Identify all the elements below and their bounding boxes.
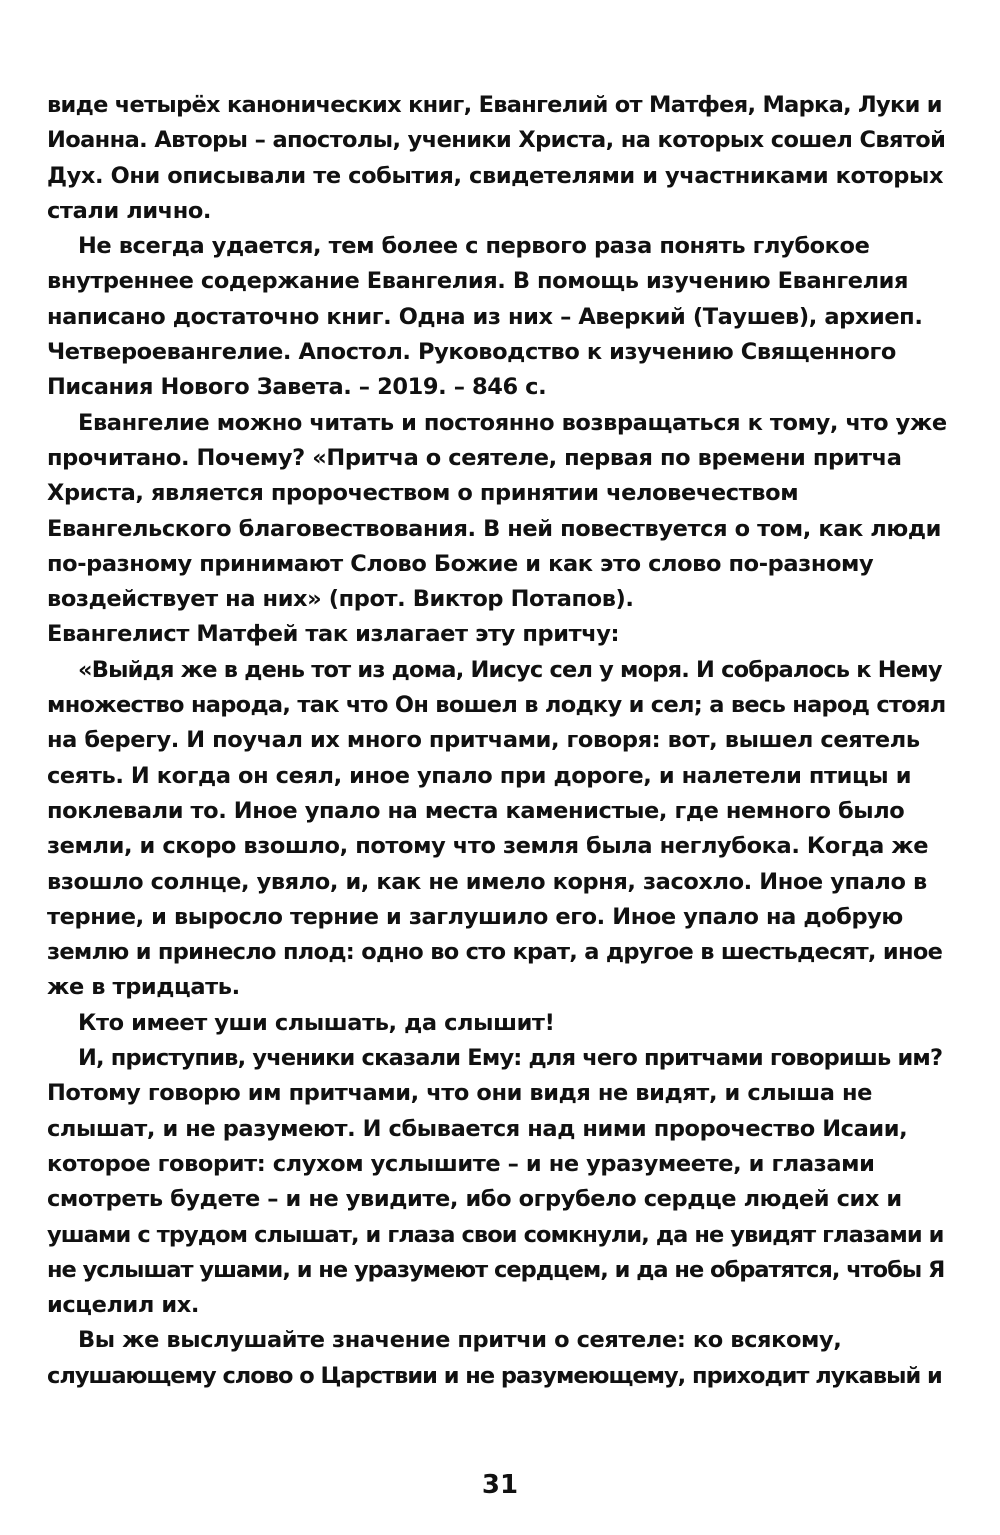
text-line: не услышат ушами, и не уразумеют сердцем, и да не обратятся, чтобы Я xyxy=(47,1256,945,1283)
text-line: прочитано. Почему? «Притча о сеятеле, первая по времени притча xyxy=(47,444,902,471)
text-line: слышат, и не разумеют. И сбывается над ними пророчество Исаии, xyxy=(47,1115,908,1142)
text-line: поклевали то. Иное упало на места каменистые, где немного было xyxy=(47,797,905,824)
text-line: землю и принесло плод: одно во сто крат, а другое в шестьдесят, иное xyxy=(47,939,943,966)
text-line: же в тридцать. xyxy=(47,974,240,1001)
text-line: ушами с трудом слышат, и глаза свои сомкнули, да не увидят глазами и xyxy=(47,1221,944,1248)
text-line: Иоанна. Авторы – апостолы, ученики Христа, на которых сошел Святой xyxy=(47,127,946,154)
text-line: Потому говорю им притчами, что они видя не видят, и слыша не xyxy=(47,1080,873,1107)
text-line: И, приступив, ученики сказали Ему: для чего притчами говоришь им? xyxy=(78,1045,943,1072)
text-line: Евангельского благовествования. В ней повествуется о том, как люди xyxy=(47,515,941,542)
text-line: исцелил их. xyxy=(47,1292,200,1319)
page-number: 31 xyxy=(481,1470,519,1500)
text-line: Евангелие можно читать и постоянно возвращаться к тому, что уже xyxy=(78,409,947,436)
text-line: Кто имеет уши слышать, да слышит! xyxy=(78,1009,555,1036)
text-line: «Выйдя же в день тот из дома, Иисус сел у моря. И собралось к Нему xyxy=(78,656,942,683)
text-line: слушающему слово о Царствии и не разумеющему, приходит лукавый и xyxy=(47,1362,942,1389)
text-line: написано достаточно книг. Одна из них – Аверкий (Таушев), архиеп. xyxy=(47,303,923,330)
text-line: Дух. Они описывали те события, свидетелями и участниками которых xyxy=(47,162,944,189)
text-line: Вы же выслушайте значение притчи о сеятеле: ко всякому, xyxy=(78,1327,842,1354)
text-line: взошло солнце, увяло, и, как не имело корня, засохло. Иное упало в xyxy=(47,868,927,895)
text-line: стали лично. xyxy=(47,197,212,224)
text-line: Четвероевангелие. Апостол. Руководство к изучению Священного xyxy=(47,339,896,366)
text-line: по-разному принимают Слово Божие и как это слово по-разному xyxy=(47,550,874,577)
text-line: внутреннее содержание Евангелия. В помощь изучению Евангелия xyxy=(47,268,909,295)
text-line: на берегу. И поучал их много притчами, говоря: вот, вышел сеятель xyxy=(47,727,920,754)
text-line: Не всегда удается, тем более с первого раза понять глубокое xyxy=(78,233,870,260)
text-line: земли, и скоро взошло, потому что земля была неглубока. Когда же xyxy=(47,833,929,860)
page-body xyxy=(47,88,947,1394)
text-line: Писания Нового Завета. – 2019. – 846 с. xyxy=(47,374,547,401)
text-line: воздействует на них» (прот. Виктор Потапов). xyxy=(47,586,634,613)
text-line: множество народа, так что Он вошел в лодку и сел; а весь народ стоял xyxy=(47,692,946,719)
text-line: смотреть будете – и не увидите, ибо огрубело сердце людей сих и xyxy=(47,1186,902,1213)
text-line: которое говорит: слухом услышите – и не уразумеете, и глазами xyxy=(47,1150,875,1177)
text-line: сеять. И когда он сеял, иное упало при дороге, и налетели птицы и xyxy=(47,762,912,789)
text-line: терние, и выросло терние и заглушило его. Иное упало на добрую xyxy=(47,903,903,930)
text-line: Евангелист Матфей так излагает эту притчу: xyxy=(47,621,620,648)
text-line: Христа, является пророчеством о принятии человечеством xyxy=(47,480,799,507)
text-line: виде четырёх канонических книг, Евангелий от Матфея, Марка, Луки и xyxy=(47,92,942,118)
